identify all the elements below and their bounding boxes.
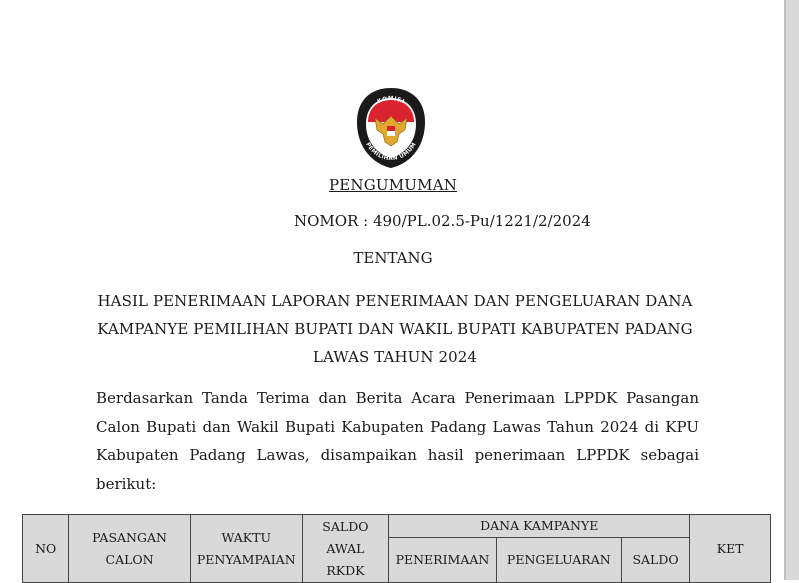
announcement-number: NOMOR : 490/PL.02.5-Pu/1221/2/2024 [294, 212, 591, 230]
col-saldo-awal-label-3: RKDK [326, 562, 365, 578]
col-pengeluaran: PENGELUARAN [496, 538, 621, 583]
col-no: NO [23, 515, 69, 583]
announcement-title: PENGUMUMAN [328, 176, 458, 194]
col-pasangan-label-1: PASANGAN [92, 529, 167, 545]
subject-line-1: HASIL PENERIMAAN LAPORAN PENERIMAAN DAN PENGELUARAN DANA [97, 292, 693, 310]
col-waktu-label-1: WAKTU [221, 529, 271, 545]
page-scroll-gutter [786, 0, 799, 580]
col-waktu-label-2: PENYAMPAIAN [196, 551, 296, 567]
subject-line-3: LAWAS TAHUN 2024 [312, 348, 478, 366]
col-saldo: SALDO [621, 538, 690, 583]
col-dana-kampanye: DANA KAMPANYE [389, 515, 690, 538]
col-penerimaan: PENERIMAAN [389, 538, 497, 583]
col-waktu-penyampaian [190, 515, 302, 583]
col-saldo-awal [302, 515, 388, 583]
col-saldo-awal-label-2: AWAL [326, 540, 365, 556]
col-pasangan-calon [69, 515, 190, 583]
col-saldo-awal-label-1: SALDO [322, 518, 369, 534]
kpu-logo [353, 86, 429, 170]
subject-line-2: KAMPANYE PEMILIHAN BUPATI DAN WAKIL BUPATI KABUPATEN PADANG [97, 320, 693, 338]
lppdk-table [22, 514, 771, 583]
announcement-subject [90, 287, 700, 371]
announcement-tentang: TENTANG [353, 249, 433, 267]
body-paragraph: Berdasarkan Tanda Terima dan Berita Acara Penerimaan LPPDK Pasangan Calon Bupati dan Wakil Bupati Kabupaten Padang Lawas Tahun 2024 di KPU Kabupaten Padang Lawas, disampaikan hasil penerimaan LPPDK sebagai berikut: [96, 389, 699, 493]
col-ket: KET [690, 515, 771, 583]
logo-bottom-text: PEMILIHAN UMUM [364, 141, 418, 163]
logo-top-text: KOMISI [376, 95, 406, 106]
col-pasangan-label-2: CALON [105, 551, 154, 567]
